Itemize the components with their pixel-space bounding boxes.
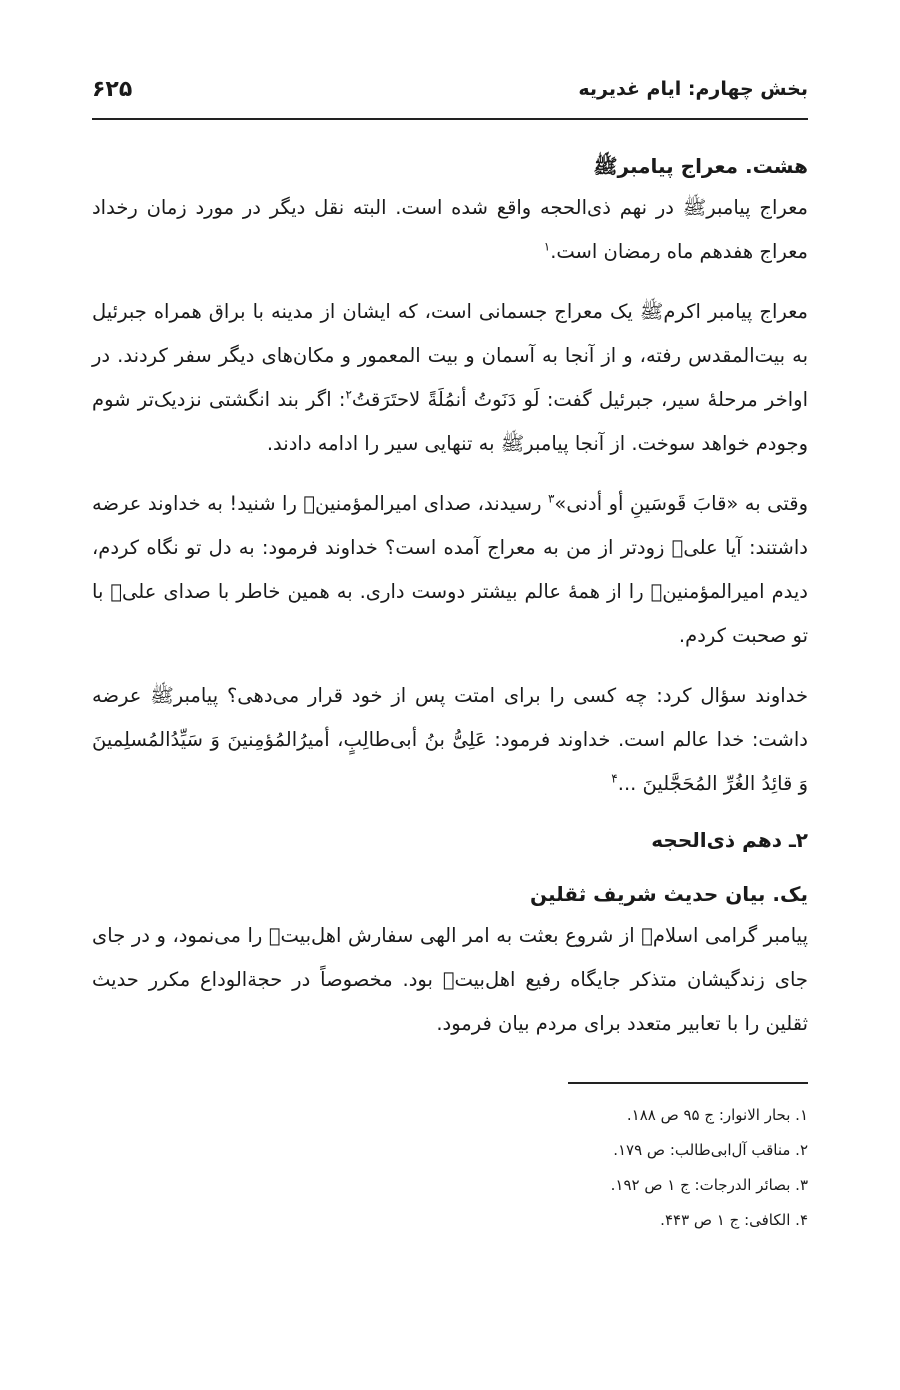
paragraph [92, 290, 808, 466]
paragraph-text: رسیدند، صدای امیرالمؤمنینؑ را شنید! به خداوند عرضه داشتند: آیا علیؑ زودتر از من به معراج آمده است؟ خداوند فرمود: به دل تو نگاه کردم، دیدم امیرالمؤمنینؑ را از همهٔ عالم بیشتر دوست داری. به همین خاطر با صدای علیؑ با تو صحبت کردم. [92, 492, 808, 647]
page-number: ۶۲۵ [92, 76, 133, 102]
footnote-ref[interactable]: ۱ [543, 239, 551, 254]
footnote-ref[interactable]: ۲ [345, 387, 352, 402]
footnote-divider [568, 1082, 808, 1084]
paragraph: پیامبر گرامی اسلامﷺ از شروع بعثت به امر الهی سفارش اهل‌بیتؑ را می‌نمود، و در جای جای زندگیشان متذکر جایگاه رفیع اهل‌بیتؑ بود. مخصوصاً در حجة‌الوداع مکرر حدیث ثقلین را با تعابیر متعدد برای مردم بیان فرمود. [92, 924, 808, 1035]
header-divider [92, 118, 808, 120]
subsection-heading-thaqalayn: یک. بیان حدیث شریف ثقلین [529, 882, 808, 906]
paragraph [92, 482, 808, 658]
running-title: بخش چهارم: ایام غدیریه [578, 78, 808, 100]
footnote: ۱. بحار الانوار: ج ۹۵ ص ۱۸۸. [626, 1106, 808, 1124]
paragraph-text: : اگر بند انگشتی نزدیک‌تر شوم وجودم خواهد سوخت. از آنجا پیامبرﷺ به تنهایی سیر را ادامه دادند. [92, 388, 808, 455]
paragraph-text: وقتی به «قابَ قَوسَینِ أو أدنی» [554, 492, 808, 515]
footnote: ۲. مناقب آل‌ابی‌طالب: ص ۱۷۹. [613, 1141, 808, 1159]
page-header [92, 70, 808, 108]
page [92, 70, 808, 1238]
paragraph-text: خداوند سؤال کرد: چه کسی را برای امتت پس از خود قرار می‌دهی؟ پیامبرﷺ عرضه داشت: خدا عالم است. خداوند فرمود: عَلِیُّ بنُ أبی‌طالِبٍ، أمیرُالمُؤمِنینَ وَ سَیِّدُالمُسلِمینَ وَ قائِدُ الغُرِّ المُحَجَّلینَ ... [92, 684, 808, 795]
footnotes [92, 1098, 808, 1238]
paragraph [92, 674, 808, 806]
footnote: ۳. بصائر الدرجات: ج ۱ ص ۱۹۲. [610, 1176, 808, 1194]
paragraph-text: معراج پیامبرﷺ در نهم ذی‌الحجه واقع شده است. البته نقل دیگر در مورد زمان رخداد معراج هفدهم ماه رمضان است. [92, 196, 808, 263]
paragraph-text: معراج پیامبر اکرمﷺ یک معراج جسمانی است، که ایشان از مدینه با براق همراه جبرئیل به بیت‌المقدس رفته، و از آنجا به آسمان و بیت المعمور و مکان‌های دیگر سفر کردند. در اواخر مرحلهٔ سیر، جبرئیل گفت: لَو دَنَوتُ أنمُلَةً لاحتَرَقتُ [92, 300, 809, 411]
footnote: ۴. الکافی: ج ۱ ص ۴۴۳. [660, 1211, 808, 1229]
section-heading-miraj: هشت. معراج پیامبرﷺ [593, 154, 808, 178]
footnote-ref[interactable]: ۴ [611, 771, 618, 786]
paragraph [92, 186, 808, 274]
footnote-ref[interactable]: ۳ [547, 491, 555, 506]
section-heading-tenth-dhul-hijjah: ۲ـ دهم ذی‌الحجه [651, 828, 808, 852]
